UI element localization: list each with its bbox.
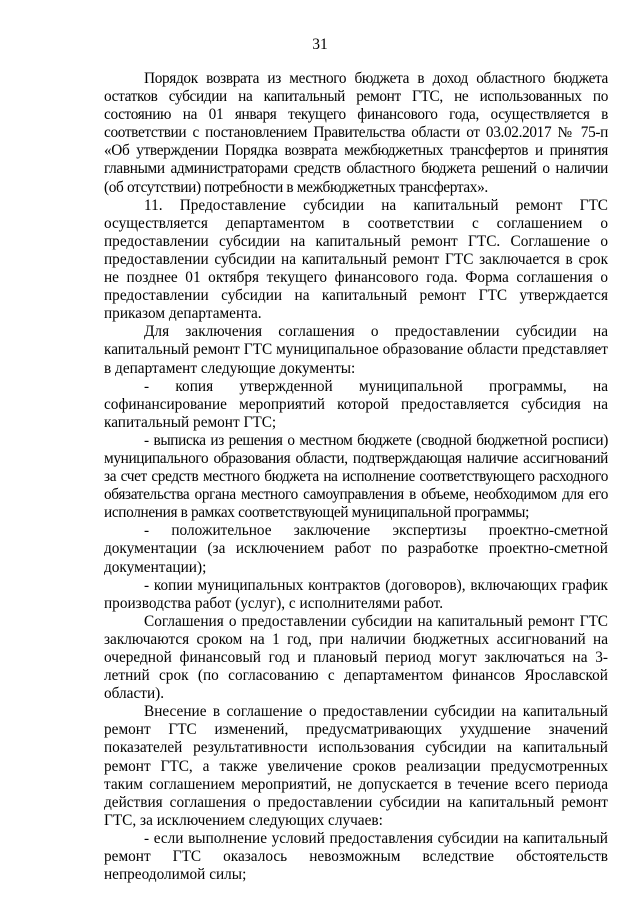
list-item-budget-extract: - выписка из решения о местном бюджете (сводной бюджетной росписи) муниципального образования области, подтверждающая наличие ассигнований за счет средств местного бюджета на исполнение соответствующего расходного обязательства органа местного самоуправления в объеме, необходимом для его исполнения в рамках соответствующей муниципальной программы; <box>104 431 608 522</box>
body-text <box>104 70 608 884</box>
paragraph-agreement-changes: Внесение в соглашение о предоставлении субсидии на капитальный ремонт ГТС изменений, предусматривающих ухудшение значений показателей результативности использования субсидии на капитальный ремонт ГТС, а также увеличение сроков реализации предусмотренных таким соглашением мероприятий, не допускается в течение всего периода действия соглашения о предоставлении субсидии на капитальный ремонт ГТС, за исключением следующих случаев: <box>104 703 608 829</box>
paragraph-agreement-term: Соглашения о предоставлении субсидии на капитальный ремонт ГТС заключаются сроком на 1 год, при наличии бюджетных ассигнований на очередной финансовый год и плановый период могут заключаться на 3-летний срок (по согласованию с департаментом финансов Ярославской области). <box>104 612 608 703</box>
page-number: 31 <box>312 36 328 53</box>
list-item-program-copy: - копия утвержденной муниципальной программы, на софинансирование мероприятий которой предоставляется субсидия на капитальный ремонт ГТС; <box>104 377 608 431</box>
list-item-force-majeure: - если выполнение условий предоставления субсидии на капитальный ремонт ГТС оказалось невозможным вследствие обстоятельств непреодолимой силы; <box>104 829 608 884</box>
paragraph-documents-intro: Для заключения соглашения о предоставлении субсидии на капитальный ремонт ГТС муниципальное образование области представляет в департамент следующие документы: <box>104 323 608 377</box>
list-item-expert-conclusion: - положительное заключение экспертизы проектно-сметной документации (за исключением работ по разработке проектно-сметной документации); <box>104 522 608 576</box>
paragraph-funds-return-order: Порядок возврата из местного бюджета в доход областного бюджета остатков субсидии на капитальный ремонт ГТС, не использованных по состоянию на 01 января текущего финансового года, осуществляется в соответствии с постановлением Правительства области от 03.02.2017 № 75-п «Об утверждении Порядка возврата межбюджетных трансфертов и принятия главными администраторами средств областного бюджета решений о наличии (об отсутствии) потребности в межбюджетных трансфертах». <box>104 70 608 196</box>
paragraph-clause-11: 11. Предоставление субсидии на капитальный ремонт ГТС осуществляется департаментом в соответствии с соглашением о предоставлении субсидии на капитальный ремонт ГТС. Соглашение о предоставлении субсидии на капитальный ремонт ГТС заключается в срок не позднее 01 октября текущего финансового года. Форма соглашения о предоставлении субсидии на капитальный ремонт ГТС утверждается приказом департамента. <box>104 196 608 323</box>
list-item-contract-copies: - копии муниципальных контрактов (договоров), включающих график производства работ (услуг), с исполнителями работ. <box>104 576 608 612</box>
